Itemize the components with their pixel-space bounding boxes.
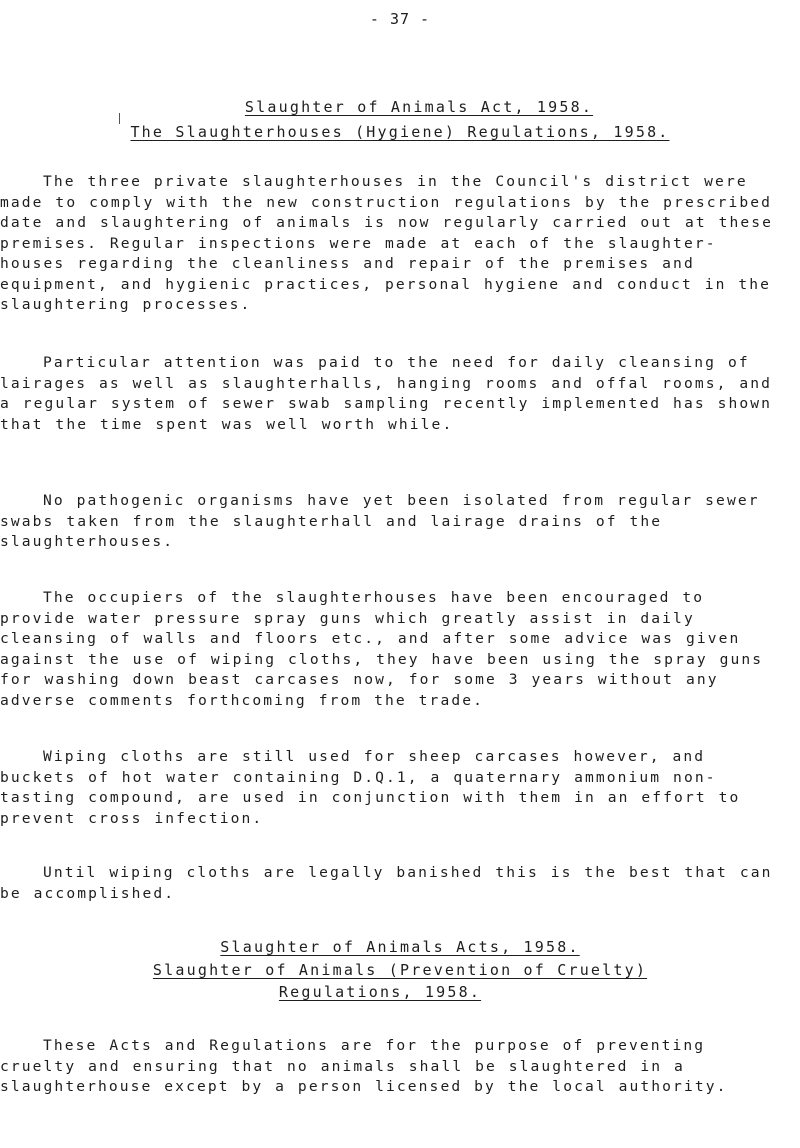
section2-heading-line3: Regulations, 1958. — [278, 983, 482, 1001]
section2-heading-line2: Slaughter of Animals (Prevention of Cruelty) — [152, 961, 648, 979]
section1-paragraph-4: The occupiers of the slaughterhouses have been encouraged to provide water pressure spray guns which greatly assist in daily cleansing of walls and floors etc., and after some advice was given against the use of wiping cloths, they have been using the spray guns for washing down beast carcases now, for some 3 years without any adverse comments forthcoming from the trade. — [0, 589, 764, 709]
section1-paragraph-6: Until wiping cloths are legally banished this is the best that can be accomplished. — [0, 864, 773, 902]
section1-paragraph-1: The three private slaughterhouses in the Council's district were made to comply with the new construction regulations by the prescribed date and slaughtering of animals is now regularly carried out at these premises. Regular inspections were made at each of the slaughter-houses regarding the cleanliness and repair of the premises and equipment, and hygienic practices, personal hygiene and conduct in the slaughtering processes. — [0, 173, 774, 313]
page-number: - 37 - — [369, 10, 431, 28]
section1-paragraph-2: Particular attention was paid to the need for daily cleansing of lairages as well as slaughterhalls, hanging rooms and offal rooms, and a regular system of sewer swab sampling recently implemented has shown that the time spent was well worth while. — [0, 354, 773, 433]
section1-paragraph-3: No pathogenic organisms have yet been isolated from regular sewer swabs taken from the slaughterhall and lairage drains of the slaughterhouses. — [0, 492, 760, 550]
section2-heading-line1: Slaughter of Animals Acts, 1958. — [220, 938, 580, 956]
section1-heading-line2: The Slaughterhouses (Hygiene) Regulations, 1958. — [130, 123, 670, 141]
section1-heading-line1: Slaughter of Animals Act, 1958. — [244, 98, 594, 116]
section2-paragraph-1: These Acts and Regulations are for the purpose of preventing cruelty and ensuring that no animals shall be slaughtered in a slaughterhouse except by a person licensed by the local authority. — [0, 1037, 728, 1095]
section1-paragraph-5: Wiping cloths are still used for sheep carcases however, and buckets of hot water containing D.Q.1, a quaternary ammonium non-tasting compound, are used in conjunction with them in an effort to prevent cross infection. — [0, 748, 741, 827]
